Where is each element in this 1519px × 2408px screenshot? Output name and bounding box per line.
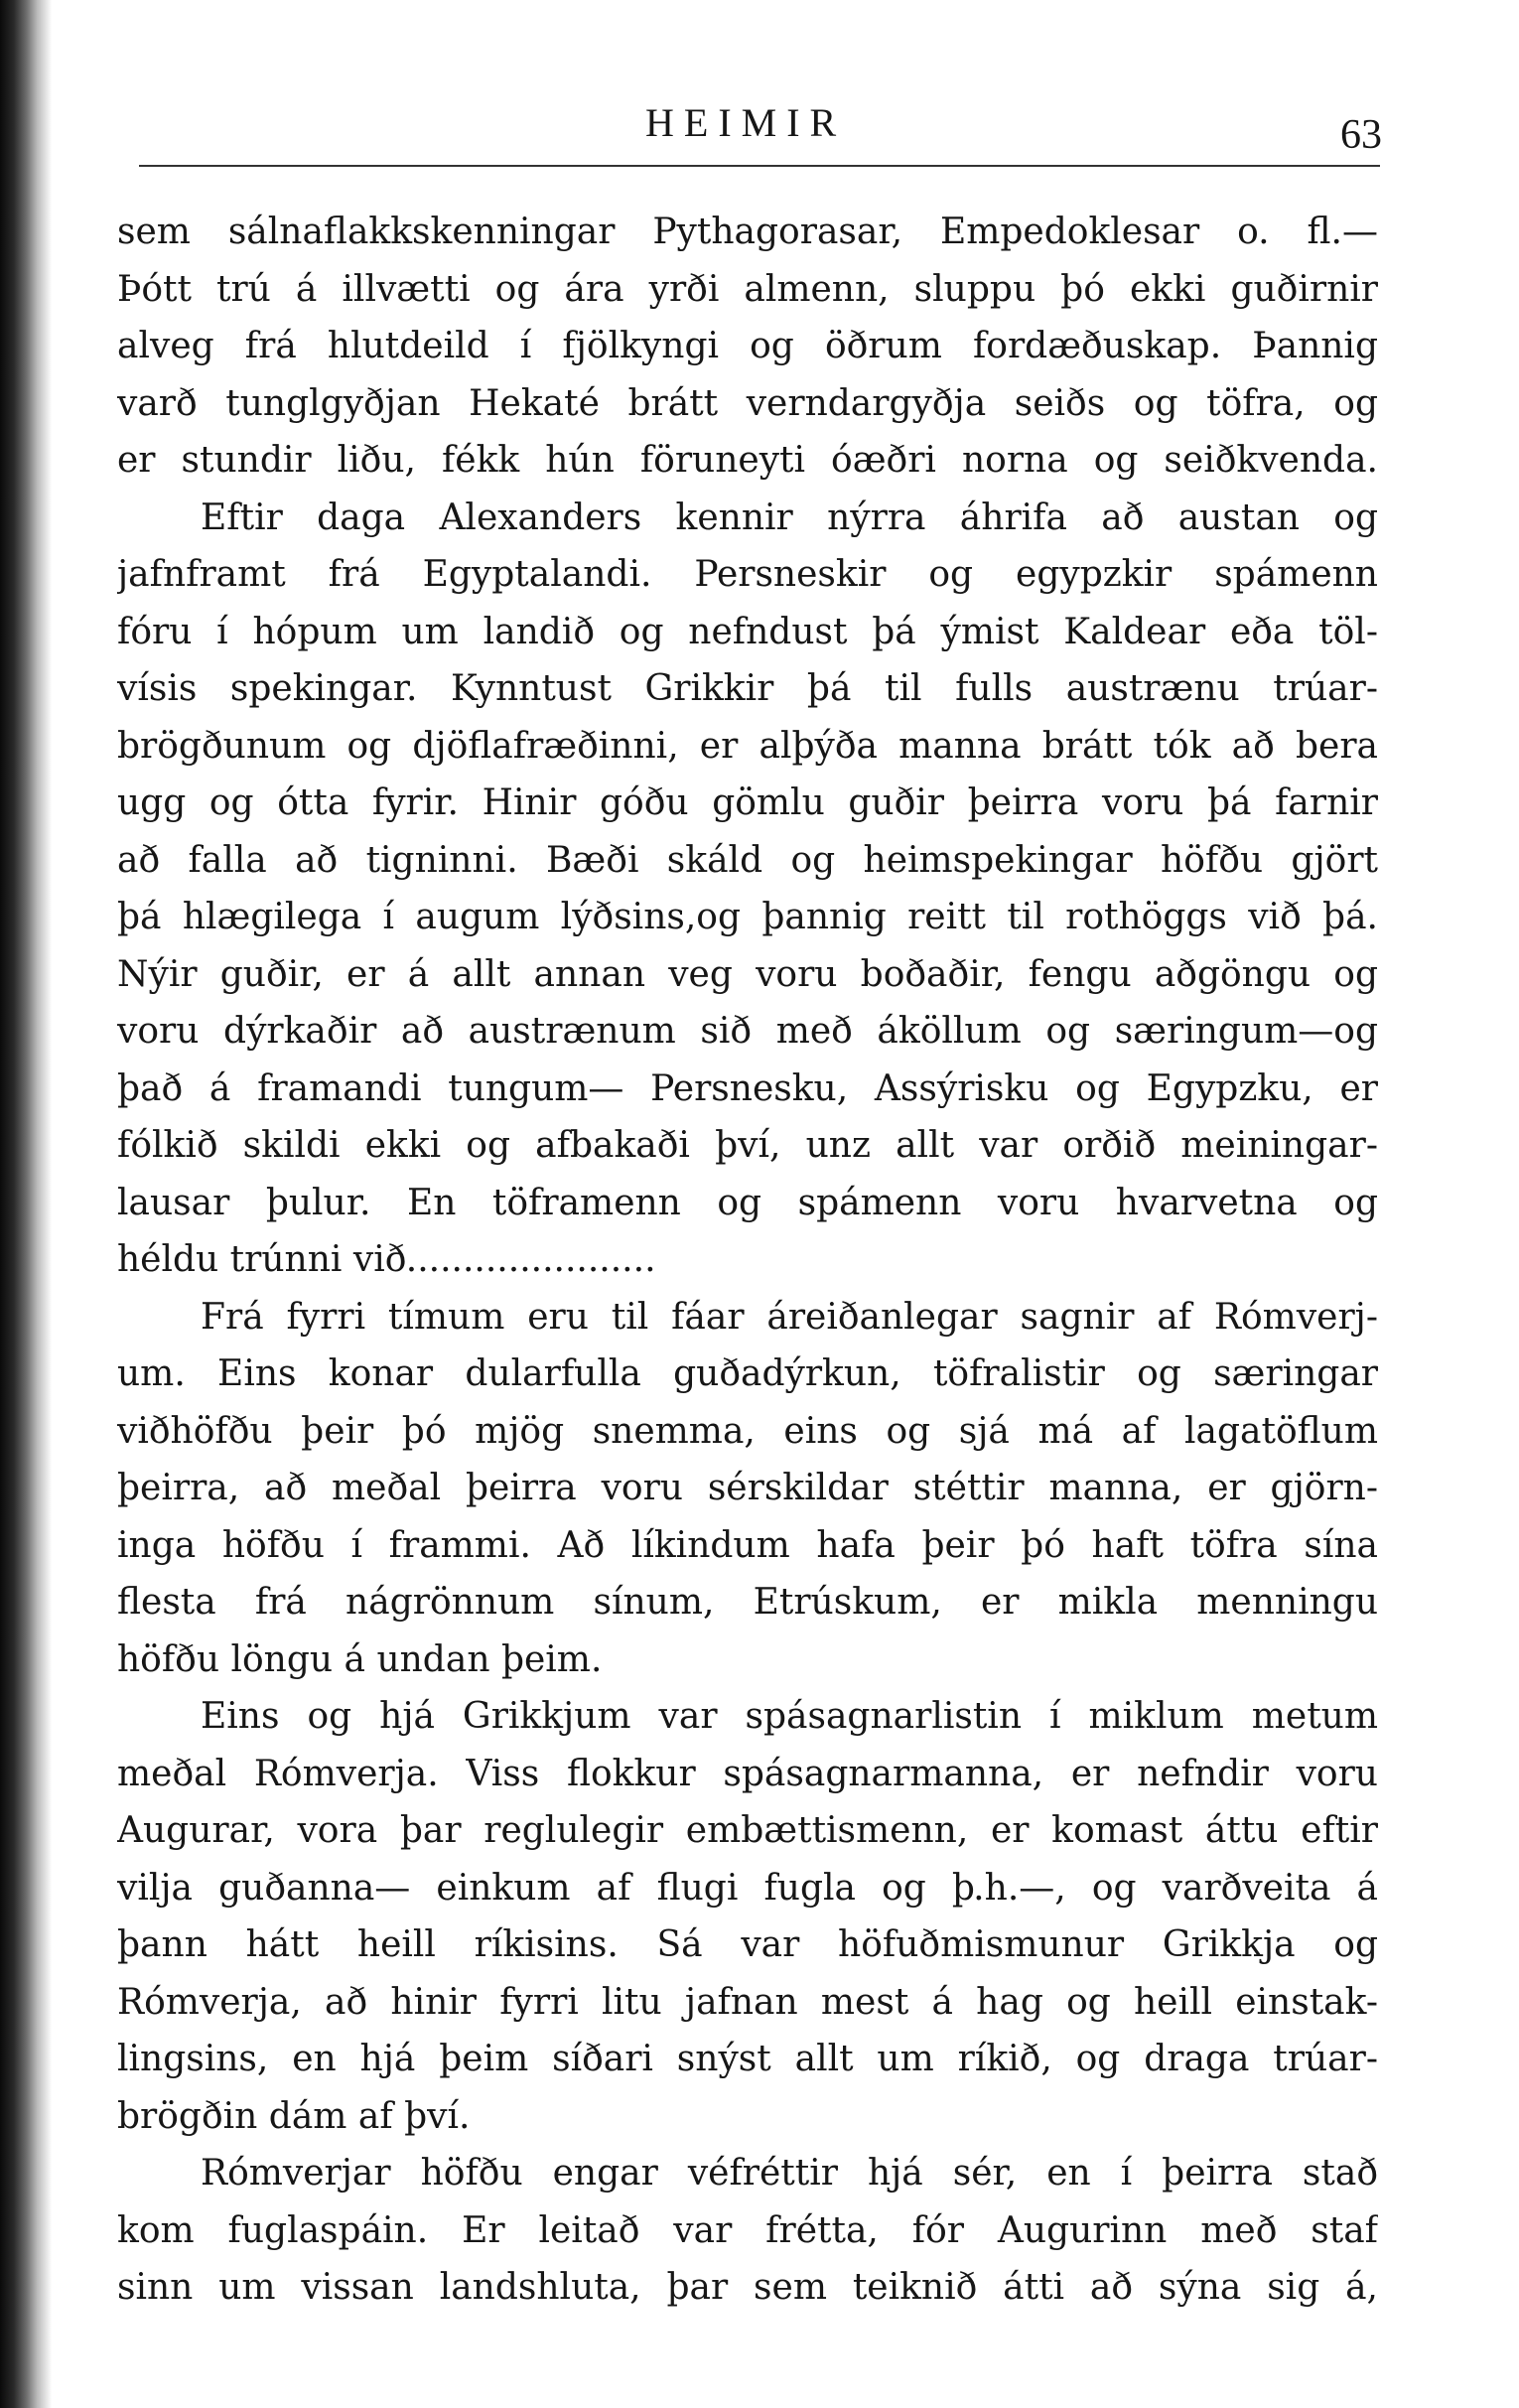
paragraph-3 xyxy=(117,1289,1378,1689)
paragraph-4 xyxy=(117,1688,1378,2145)
body-text xyxy=(117,204,1378,2317)
text-line: alveg frá hlutdeild í fjölkyngi og öðrum fordæðuskap. Þannig xyxy=(117,326,1378,366)
text-line: vilja guðanna— einkum af flugi fugla og þ.h.—, og varðveita á xyxy=(117,1867,1378,1909)
text-line: lausar þulur. En töframenn og spámenn voru hvarvetna og xyxy=(117,1182,1378,1223)
text-line: höfðu löngu á undan þeim. xyxy=(117,1638,603,1680)
text-line: er stundir liðu, fékk hún föruneyti óæðri norna og seiðkvenda. xyxy=(117,440,1378,481)
running-title: HEIMIR xyxy=(645,100,847,145)
paragraph-5 xyxy=(117,2145,1378,2317)
text-line: sem sálnaflakkskenningar Pythagorasar, Empedoklesar o. fl.— xyxy=(117,212,1378,252)
text-line: flesta frá nágrönnum sínum, Etrúskum, er mikla menningu xyxy=(117,1582,1378,1623)
text-line: Eins og hjá Grikkjum var spásagnarlistin í miklum metum xyxy=(201,1696,1378,1737)
book-binding-edge xyxy=(0,0,52,2408)
text-line: meðal Rómverja. Viss flokkur spásagnarmanna, er nefndir voru xyxy=(117,1753,1378,1794)
text-line: Rómverjar höfðu engar véfréttir hjá sér, en í þeirra stað xyxy=(201,2153,1378,2194)
text-line: brögðin dám af því. xyxy=(117,2095,471,2137)
text-line: voru dýrkaðir að austrænum sið með áköllum og særingum—og xyxy=(117,1011,1378,1052)
text-line: fóru í hópum um landið og nefndust þá ýmist Kaldear eða töl- xyxy=(117,611,1378,652)
text-line: héldu trúnni við...................... xyxy=(117,1239,656,1280)
text-line: lingsins, en hjá þeim síðari snýst allt um ríkið, og draga trúar- xyxy=(117,2039,1378,2079)
text-line: um. Eins konar dularfulla guðadýrkun, töfralistir og særingar xyxy=(117,1353,1378,1394)
paragraph-2 xyxy=(117,490,1378,1289)
text-line: þá hlægilega í augum lýðsins,og þannig reitt til rothöggs við þá. xyxy=(117,897,1378,937)
text-line: sinn um vissan landshluta, þar sem teiknið átti að sýna sig á, xyxy=(117,2267,1378,2308)
paragraph-1 xyxy=(117,204,1378,490)
text-line: það á framandi tungum— Persnesku, Assýrisku og Egypzku, er xyxy=(117,1067,1378,1109)
text-line: Augurar, vora þar reglulegir embættismenn, er komast áttu eftir xyxy=(117,1810,1378,1851)
text-line: Þótt trú á illvætti og ára yrði almenn, sluppu þó ekki guðirnir xyxy=(117,268,1378,310)
text-line: fólkið skildi ekki og afbakaði því, unz allt var orðið meiningar- xyxy=(117,1125,1378,1166)
text-line: þann hátt heill ríkisins. Sá var höfuðmismunur Grikkja og xyxy=(117,1924,1378,1965)
text-line: varð tunglgyðjan Hekaté brátt verndargyðja seiðs og töfra, og xyxy=(117,382,1378,424)
header-rule xyxy=(139,165,1380,167)
text-line: vísis spekingar. Kynntust Grikkir þá til fulls austrænu trúar- xyxy=(117,668,1378,709)
text-line: Frá fyrri tímum eru til fáar áreiðanlegar sagnir af Rómverj- xyxy=(201,1296,1378,1338)
text-line: brögðunum og djöflafræðinni, er alþýða manna brátt tók að bera xyxy=(117,725,1378,767)
text-line: kom fuglaspáin. Er leitað var frétta, fór Augurinn með staf xyxy=(117,2209,1378,2251)
page-number: 63 xyxy=(1340,112,1382,158)
text-line: jafnframt frá Egyptalandi. Persneskir og egypzkir spámenn xyxy=(117,554,1378,595)
text-line: viðhöfðu þeir þó mjög snemma, eins og sjá má af lagatöflum xyxy=(117,1410,1378,1452)
text-line: Eftir daga Alexanders kennir nýrra áhrifa að austan og xyxy=(201,496,1378,538)
page-header xyxy=(139,91,1390,171)
text-line: Nýir guðir, er á allt annan veg voru boðaðir, fengu aðgöngu og xyxy=(117,953,1378,995)
text-line: þeirra, að meðal þeirra voru sérskildar stéttir manna, er gjörn- xyxy=(117,1468,1378,1508)
text-line: að falla að tigninni. Bæði skáld og heimspekingar höfðu gjört xyxy=(117,839,1378,881)
text-line: ugg og ótta fyrir. Hinir góðu gömlu guðir þeirra voru þá farnir xyxy=(117,782,1378,823)
text-line: inga höfðu í frammi. Að líkindum hafa þeir þó haft töfra sína xyxy=(117,1524,1378,1566)
text-line: Rómverja, að hinir fyrri litu jafnan mest á hag og heill einstak- xyxy=(117,1981,1378,2023)
